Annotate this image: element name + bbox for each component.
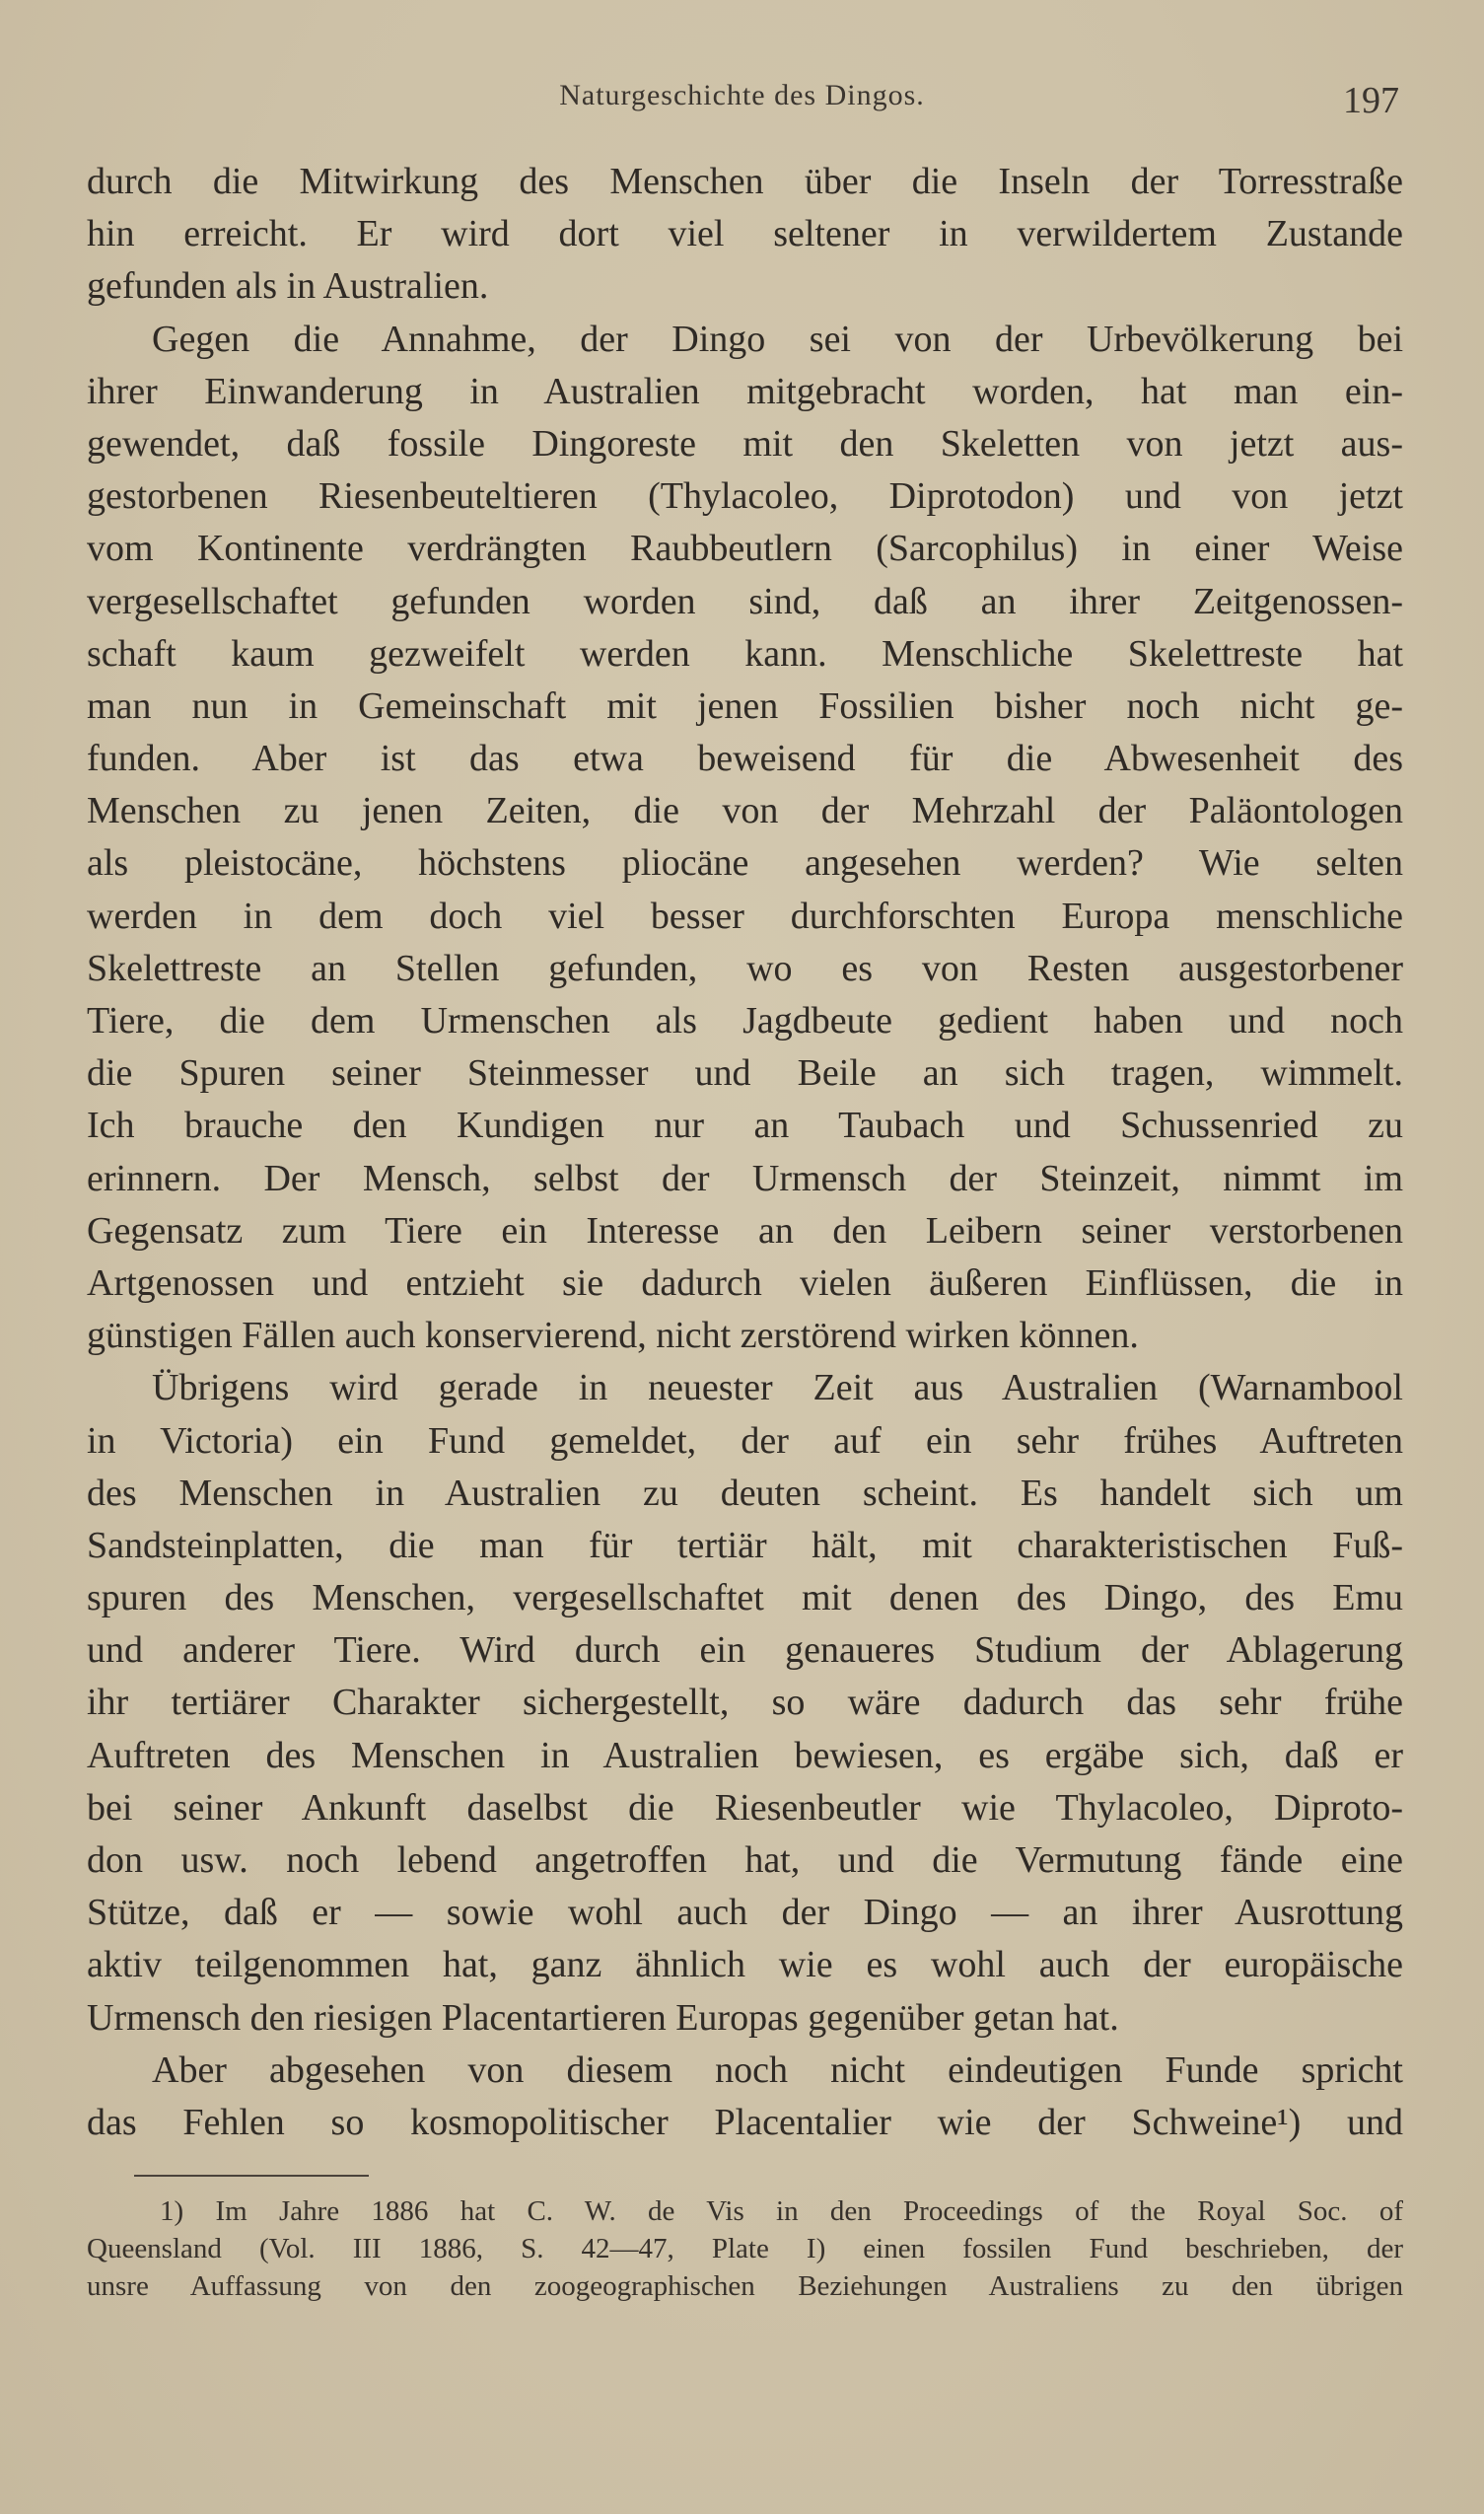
text-line: Ich brauche den Kundigen nur an Taubach und Schussenried zu [87, 1105, 1403, 1147]
body-text [87, 156, 1403, 2149]
text-line: Menschen zu jenen Zeiten, die von der Mehrzahl der Paläontologen [87, 790, 1403, 832]
text-line: gestorbenen Riesenbeuteltieren (Thylacoleo, Diprotodon) und von jetzt [87, 475, 1403, 518]
text-line: gefunden als in Australien. [87, 265, 489, 308]
text-line: ihrer Einwanderung in Australien mitgebracht worden, hat man ein- [87, 370, 1403, 412]
text-line: Auftreten des Menschen in Australien bewiesen, es ergäbe sich, daß er [87, 1734, 1403, 1776]
text-line: Tiere, die dem Urmenschen als Jagdbeute gedient haben und noch [87, 1000, 1403, 1042]
text-line: vergesellschaftet gefunden worden sind, daß an ihrer Zeitgenossen- [87, 580, 1403, 622]
text-line: günstigen Fällen auch konservierend, nicht zerstörend wirken können. [87, 1315, 1139, 1357]
page-number: 197 [1343, 80, 1399, 121]
text-line: bei seiner Ankunft daselbst die Riesenbeutler wie Thylacoleo, Diproto- [87, 1786, 1403, 1829]
text-line: durch die Mitwirkung des Menschen über die Inseln der Torresstraße [87, 161, 1403, 202]
text-line: hin erreicht. Er wird dort viel seltener in verwildertem Zustande [87, 213, 1403, 255]
footnotes [87, 2192, 1403, 2305]
text-line: man nun in Gemeinschaft mit jenen Fossilien bisher noch nicht ge- [87, 684, 1403, 727]
text-line: und anderer Tiere. Wird durch ein genaueres Studium der Ablagerung [87, 1629, 1403, 1672]
footnote-divider [134, 2175, 369, 2177]
footnote-line: Queensland (Vol. III 1886, S. 42—47, Plate I) einen fossilen Fund beschrieben, der [87, 2233, 1403, 2264]
text-line: das Fehlen so kosmopolitischer Placentalier wie der Schweine¹) und [87, 2101, 1403, 2143]
text-line: Gegensatz zum Tiere ein Interesse an den Leibern seiner verstorbenen [87, 1209, 1403, 1252]
text-line: spuren des Menschen, vergesellschaftet mit denen des Dingo, des Emu [87, 1577, 1403, 1619]
text-line: als pleistocäne, höchstens pliocäne angesehen werden? Wie selten [87, 842, 1403, 885]
text-line: erinnern. Der Mensch, selbst der Urmensch der Steinzeit, nimmt im [87, 1157, 1403, 1199]
footnote-line: 1) Im Jahre 1886 hat C. W. de Vis in den Proceedings of the Royal Soc. of [160, 2195, 1403, 2227]
text-line: werden in dem doch viel besser durchforschten Europa menschliche [87, 895, 1403, 937]
text-line: aktiv teilgenommen hat, ganz ähnlich wie es wohl auch der europäische [87, 1944, 1403, 1986]
text-line: die Spuren seiner Steinmesser und Beile an sich tragen, wimmelt. [87, 1052, 1403, 1095]
text-line: des Menschen in Australien zu deuten scheint. Es handelt sich um [87, 1472, 1403, 1514]
text-line: Urmensch den riesigen Placentartieren Europas gegenüber getan hat. [87, 1996, 1119, 2039]
text-line: Übrigens wird gerade in neuester Zeit aus Australien (Warnambool [152, 1367, 1403, 1409]
running-head: Naturgeschichte des Dingos. [559, 79, 925, 111]
footnote-line: unsre Auffassung von den zoogeographischen Beziehungen Australiens zu den übrigen [87, 2270, 1403, 2302]
text-line: ihr tertiärer Charakter sichergestellt, so wäre dadurch das sehr frühe [87, 1682, 1403, 1724]
text-line: gewendet, daß fossile Dingoreste mit den Skeletten von jetzt aus- [87, 422, 1403, 465]
text-line: Skelettreste an Stellen gefunden, wo es von Resten ausgestorbener [87, 947, 1403, 989]
text-line: funden. Aber ist das etwa beweisend für die Abwesenheit des [87, 738, 1403, 780]
text-line: schaft kaum gezweifelt werden kann. Menschliche Skelettreste hat [87, 632, 1403, 675]
text-line: Gegen die Annahme, der Dingo sei von der Urbevölkerung bei [152, 318, 1403, 360]
text-line: Sandsteinplatten, die man für tertiär hält, mit charakteristischen Fuß- [87, 1524, 1403, 1566]
text-line: Stütze, daß er — sowie wohl auch der Dingo — an ihrer Ausrottung [87, 1892, 1403, 1934]
text-line: in Victoria) ein Fund gemeldet, der auf ein sehr frühes Auftreten [87, 1419, 1403, 1462]
text-line: don usw. noch lebend angetroffen hat, und die Vermutung fände eine [87, 1839, 1403, 1881]
text-line: Aber abgesehen von diesem noch nicht eindeutigen Funde spricht [152, 2048, 1403, 2091]
text-line: vom Kontinente verdrängten Raubbeutlern (Sarcophilus) in einer Weise [87, 528, 1403, 570]
text-line: Artgenossen und entzieht sie dadurch vielen äußeren Einflüssen, die in [87, 1261, 1403, 1304]
